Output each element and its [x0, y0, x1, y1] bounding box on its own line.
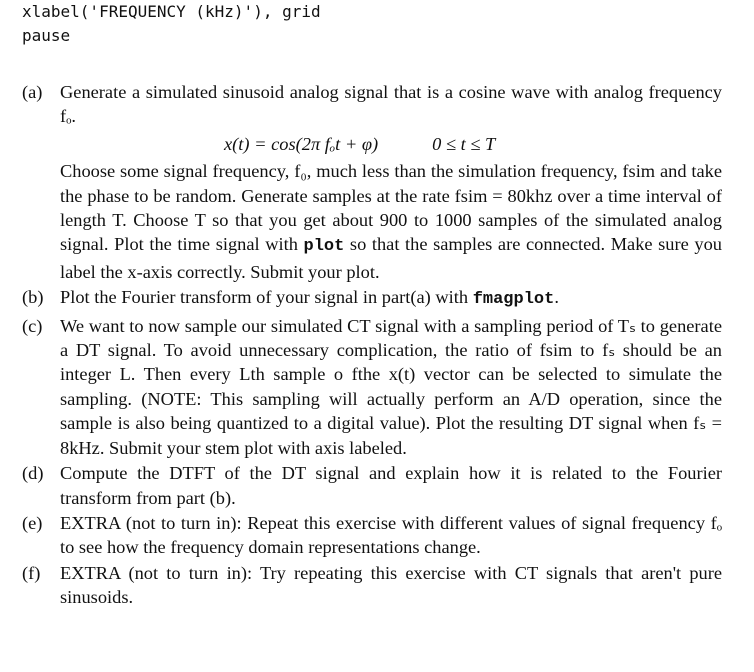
- item-a-para2: so that the samples are connected. Make sure you label the x-axis correctly. Submit your plot.: [60, 234, 722, 282]
- equation-left: x(t) = cos(2π fₒt + φ): [224, 133, 379, 154]
- item-label: (e): [22, 512, 43, 533]
- fmagplot-command: fmagplot: [472, 290, 555, 310]
- item-label: (c): [22, 315, 43, 336]
- item-e: [22, 511, 722, 560]
- item-label: (b): [22, 287, 44, 308]
- item-d: [22, 461, 722, 510]
- plot-command: plot: [303, 237, 345, 257]
- item-f-text: EXTRA (not to turn in): Try repeating this exercise with CT signals that aren't pure sinusoids.: [60, 562, 722, 608]
- item-a: [22, 80, 722, 284]
- item-b: [22, 285, 722, 312]
- item-e-text: EXTRA (not to turn in): Repeat this exercise with different values of signal frequency fₒ to see how the frequency domain representations change.: [60, 512, 722, 558]
- item-a-para1: Choose some signal frequency, f₀, much less than the simulation frequency, fsim and take the phase to be random. Generate samples at the rate fsim = 80khz over a time interval of length T. Choose T so that you get about 900 to 1000 samples of the simulated analog signal. Plot the time signal with: [60, 161, 722, 255]
- code-line-xlabel: xlabel('FREQUENCY (kHz)'), grid: [22, 2, 321, 21]
- item-f: [22, 561, 722, 610]
- item-label: (a): [22, 82, 43, 102]
- exercise-list: [22, 80, 722, 610]
- item-c-text: We want to now sample our simulated CT signal with a sampling period of Tₛ to generate a DT signal. To avoid unnecessary complication, the ratio of fsim to fₛ should be an integer L. Then every Lth sample o fthe x(t) vector can be selected to simulate the sampling. (NOTE: This sampling will actually perform an A/D operation, since the sample is also being quantized to a digital value). Plot the resulting DT signal when fₛ = 8kHz. Submit your stem plot with axis labeled.: [60, 315, 722, 458]
- equation: [60, 132, 722, 156]
- equation-right: 0 ≤ t ≤ T: [432, 133, 496, 154]
- item-a-intro: Generate a simulated sinusoid analog signal that is a cosine wave with analog frequency fₒ.: [60, 82, 722, 127]
- item-label: (f): [22, 562, 41, 583]
- item-label: (d): [22, 463, 44, 484]
- code-line-pause: pause: [22, 26, 71, 45]
- item-c: [22, 314, 722, 460]
- item-d-text: Compute the DTFT of the DT signal and explain how it is related to the Fourier transform from part (b).: [60, 463, 722, 508]
- item-b-text: Plot the Fourier transform of your signal in part(a) with: [60, 287, 469, 308]
- item-b-end: .: [554, 287, 559, 308]
